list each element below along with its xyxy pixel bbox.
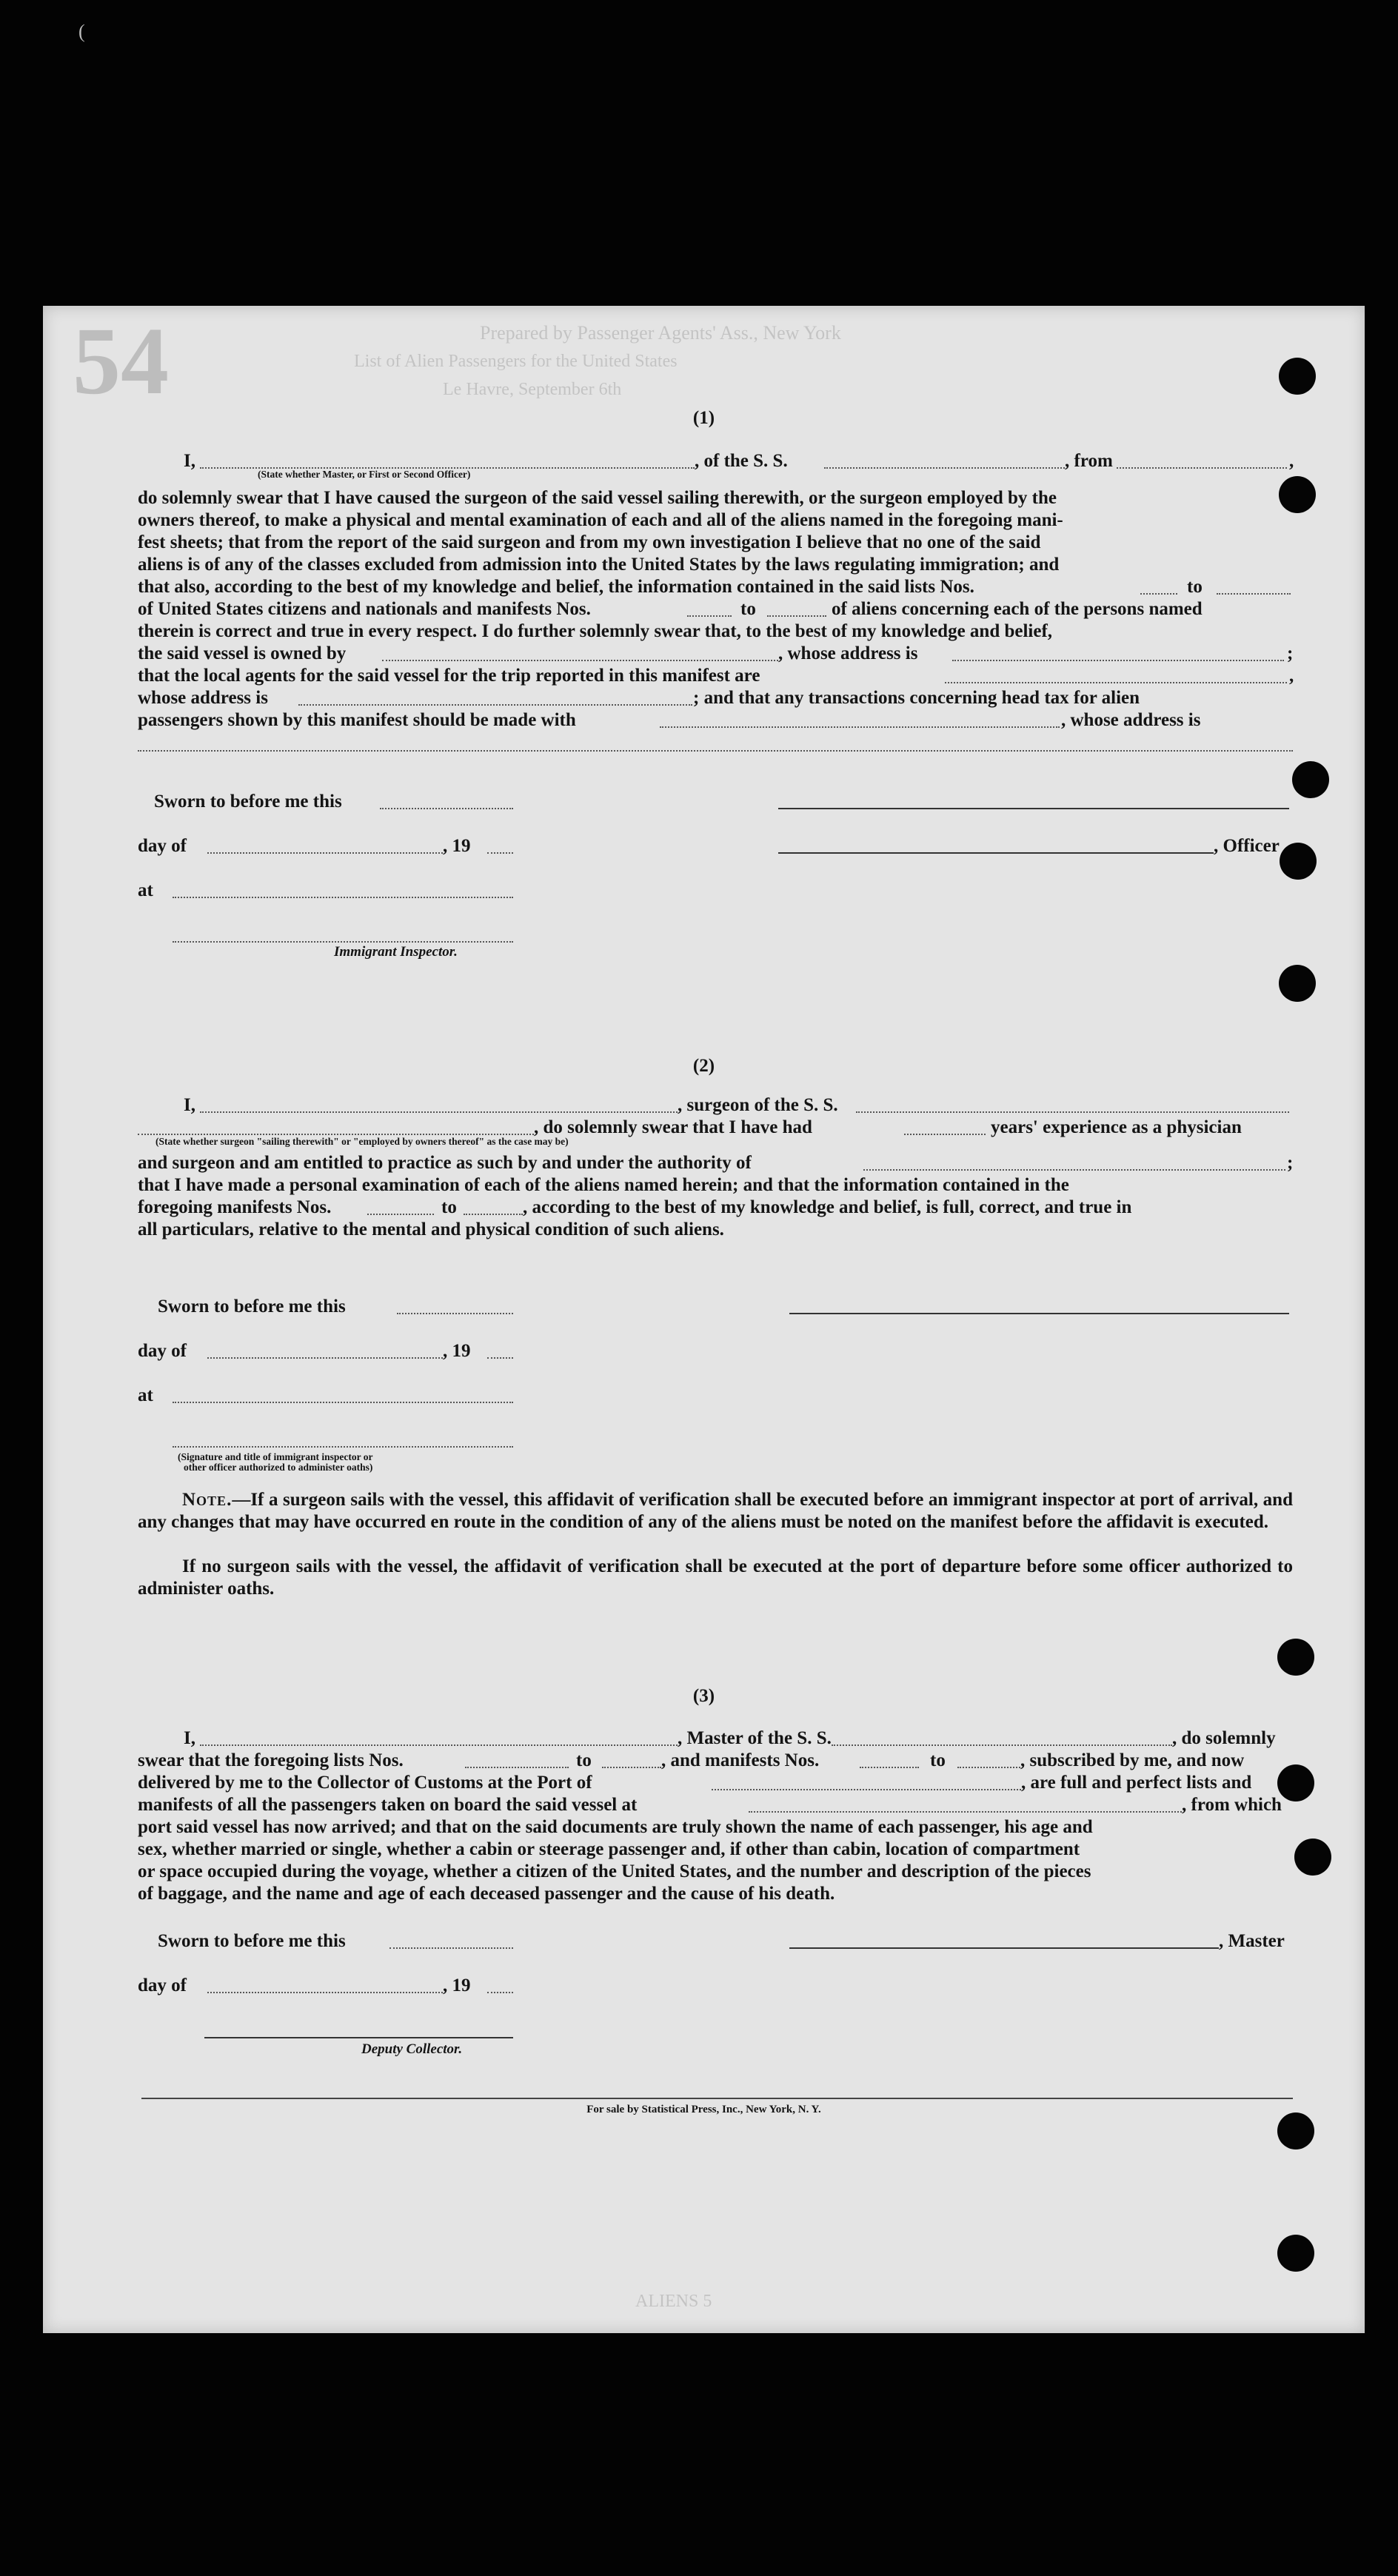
footer-rule [141, 2098, 1293, 2099]
s2-year: , 19 [443, 1341, 471, 1361]
s1-tax-address: , whose address is [1061, 710, 1201, 730]
s3-master-of: , Master of the S. S. [678, 1728, 832, 1748]
s1-of-aliens: of aliens concerning each of the persons named [832, 599, 1203, 619]
punch-hole [1277, 1764, 1314, 1801]
section-1-number: (1) [692, 408, 715, 428]
s2-years: years' experience as a physician [991, 1117, 1242, 1137]
s1-at: at [138, 880, 153, 900]
s1-lists-from-blank [1140, 593, 1177, 595]
s1-from-blank [1117, 467, 1287, 469]
s1-owned-by: the said vessel is owned by [138, 643, 347, 663]
s1-caption: (State whether Master, or First or Second Officer) [258, 469, 471, 480]
ghost-header-line-2: List of Alien Passengers for the United States [354, 352, 678, 371]
s2-sworn-blank [397, 1313, 513, 1314]
ghost-header-line-1: Prepared by Passenger Agents' Ass., New York [480, 322, 841, 344]
section-2-number: (2) [692, 1056, 715, 1076]
s3-manifests-to: to [930, 1750, 946, 1770]
s2-signature-caption-2: other officer authorized to administer oaths) [184, 1462, 373, 1473]
s1-para-line: owners thereof, to make a physical and mental examination of each and all of the aliens named in the foregoing mani- [138, 510, 1063, 530]
s1-immigrant-inspector: Immigrant Inspector. [334, 944, 458, 960]
s3-sworn: Sworn to before me this [158, 1931, 346, 1951]
s1-head-tax: ; and that any transactions concerning head tax for alien [693, 688, 1140, 708]
s3-year: , 19 [443, 1976, 471, 1995]
s2-i: I, [184, 1095, 195, 1115]
ghost-page-number: 54 [73, 308, 169, 415]
s3-master-line [789, 1947, 1219, 1949]
s3-i: I, [184, 1728, 195, 1748]
punch-hole [1279, 358, 1316, 395]
s2-at-blank [173, 1402, 513, 1403]
s1-day-blank [207, 852, 443, 854]
s3-day-of: day of [138, 1976, 187, 1995]
s2-authority-end: ; [1287, 1153, 1294, 1173]
s2-year-blank [487, 1357, 513, 1359]
s2-inspector-line [173, 1446, 513, 1448]
punch-hole [1280, 843, 1317, 880]
s1-of-ss: , of the S. S. [695, 451, 788, 471]
s3-day-blank [207, 1992, 443, 1993]
manifest-affidavit-page [43, 306, 1365, 2333]
s3-delivered: delivered by me to the Collector of Customs at the Port of [138, 1773, 592, 1793]
s1-agents: that the local agents for the said vessel for the trip reported in this manifest are [138, 666, 760, 686]
note-paragraph-1 [138, 1489, 1293, 1533]
s3-line1-end: , do solemnly [1172, 1728, 1276, 1748]
s1-line-correct: therein is correct and true in every respect. I do further solemnly swear that, to the best of my knowledge and belief, [138, 621, 1053, 641]
s1-tax-address-blank [138, 750, 1293, 752]
s2-manifests-to: to [441, 1197, 457, 1217]
s1-officer: , Officer [1214, 836, 1280, 856]
s2-type-blank [138, 1134, 534, 1135]
s2-ship-blank [856, 1111, 1289, 1113]
s1-para-line: fest sheets; that from the report of the said surgeon and from my own investigation I believe that no one of the said [138, 532, 1041, 552]
s1-agents-blank [945, 682, 1287, 683]
s1-lists-to: to [1187, 577, 1203, 597]
s2-manifests-to-blank [464, 1214, 523, 1215]
note-paragraph-2 [138, 1556, 1293, 1600]
s3-manifests-to-blank [957, 1767, 1020, 1768]
s3-taken-on-board: manifests of all the passengers taken on board the said vessel at [138, 1795, 638, 1815]
punch-hole [1279, 965, 1316, 1002]
punch-hole [1292, 761, 1329, 798]
s1-sworn-blank [380, 808, 513, 809]
ghost-header-line-3: Le Havre, September 6th [443, 380, 622, 399]
s1-manifests-to-blank [767, 615, 826, 617]
s2-name-blank [200, 1111, 678, 1113]
punch-hole [1294, 1839, 1331, 1876]
punch-hole [1277, 2235, 1314, 2272]
s1-day-of: day of [138, 836, 187, 856]
s2-swear: , do solemnly swear that I have had [534, 1117, 812, 1137]
s3-para-line: sex, whether married or single, whether a cabin or steerage passenger and, if other than cabin, location of compartment [138, 1839, 1080, 1859]
s1-manifests-from-blank [687, 615, 732, 617]
s2-years-blank [904, 1134, 986, 1135]
s1-inspector-line [173, 941, 513, 943]
s1-at-blank [173, 897, 513, 898]
s3-para-line: port said vessel has now arrived; and that on the said documents are truly shown the name of each passenger, his age and [138, 1817, 1093, 1837]
s3-master: , Master [1219, 1931, 1285, 1951]
s3-perfect-lists: , are full and perfect lists and [1021, 1773, 1252, 1793]
s2-caption: (State whether surgeon "sailing therewith" or "employed by owners thereof" as the case may be) [155, 1136, 569, 1147]
s1-owner-address-blank [952, 660, 1284, 661]
s3-port-blank [712, 1789, 1021, 1790]
s2-day-blank [207, 1357, 443, 1359]
note-label: Note. [182, 1490, 233, 1510]
s1-officer-line [778, 852, 1214, 854]
s3-lists-to-blank [602, 1767, 661, 1768]
s1-ship-blank [824, 467, 1065, 469]
s3-year-blank [487, 1992, 513, 1993]
s1-line1-end: , [1289, 451, 1294, 471]
s3-manifests: , and manifests Nos. [661, 1750, 820, 1770]
s3-lists-to: to [576, 1750, 592, 1770]
s3-para-line: or space occupied during the voyage, whether a citizen of the United States, and the number and description of the pieces [138, 1861, 1091, 1881]
s2-day-of: day of [138, 1341, 187, 1361]
s1-from: , from [1065, 451, 1113, 471]
s3-lists-from-blank [465, 1767, 569, 1768]
s2-signature-line [789, 1313, 1289, 1314]
s1-para-line: do solemnly swear that I have caused the surgeon of the said vessel sailing therewith, or the surgeon employed by the [138, 488, 1057, 508]
s1-owner-end: ; [1287, 643, 1294, 663]
s2-particulars: all particulars, relative to the mental and physical condition of such aliens. [138, 1220, 724, 1240]
s1-lists-to-blank [1217, 593, 1291, 595]
s3-deputy-collector: Deputy Collector. [361, 2041, 463, 2057]
s2-at: at [138, 1385, 153, 1405]
s3-para-line: of baggage, and the name and age of each deceased passenger and the cause of his death. [138, 1884, 835, 1904]
s3-ship-blank [832, 1744, 1172, 1746]
s3-manifests-from-blank [860, 1767, 919, 1768]
s2-surgeon-of: , surgeon of the S. S. [678, 1095, 838, 1115]
s1-passengers: passengers shown by this manifest should be made with [138, 710, 576, 730]
punch-hole [1277, 1639, 1314, 1676]
s2-manifests-from-blank [367, 1214, 434, 1215]
footer-imprint: For sale by Statistical Press, Inc., New York, N. Y. [586, 2104, 821, 2115]
s1-agent-address-blank [298, 704, 692, 706]
s2-knowledge: , according to the best of my knowledge and belief, is full, correct, and true in [523, 1197, 1132, 1217]
s1-signature-line [778, 808, 1289, 809]
s3-collector-line [204, 2037, 513, 2038]
s1-paragraph [138, 487, 1293, 576]
ghost-stamp-bottom: ALIENS 5 [635, 2292, 712, 2311]
s1-tax-agent-blank [660, 726, 1060, 728]
punch-hole [1277, 2112, 1314, 2150]
note-text-1: —If a surgeon sails with the vessel, this affidavit of verification shall be executed before an immigrant inspector at port of arrival, and any changes that may have occurred en route in the condition of any of the aliens must be noted on the manifest before the affidavit is executed. [138, 1490, 1293, 1532]
s3-name-blank [200, 1744, 678, 1746]
note-text-2: If no surgeon sails with the vessel, the affidavit of verification shall be executed at the port of departure before some officer authorized to administer oaths. [138, 1556, 1293, 1599]
s2-authority-blank [863, 1169, 1285, 1171]
s1-year: , 19 [443, 836, 471, 856]
section-3-number: (3) [692, 1686, 715, 1706]
s1-i: I, [184, 451, 195, 471]
s3-departure-blank [749, 1811, 1182, 1813]
s1-owner-address: , whose address is [778, 643, 918, 663]
s1-line-lists: that also, according to the best of my knowledge and belief, the information contained in the said lists Nos. [138, 577, 974, 597]
s3-lists: swear that the foregoing lists Nos. [138, 1750, 404, 1770]
s1-year-blank [487, 852, 513, 854]
s1-agents-end: , [1289, 666, 1294, 686]
s2-signature-caption-1: (Signature and title of immigrant inspector or [178, 1451, 373, 1462]
s3-subscribed: , subscribed by me, and now [1020, 1750, 1245, 1770]
s3-sworn-blank [389, 1947, 513, 1949]
s1-sworn: Sworn to before me this [154, 792, 342, 812]
s2-sworn: Sworn to before me this [158, 1297, 346, 1317]
margin-mark: ( [78, 21, 85, 42]
s2-manifests: foregoing manifests Nos. [138, 1197, 332, 1217]
s3-paragraph [138, 1816, 1293, 1905]
s1-line-manifests: of United States citizens and nationals and manifests Nos. [138, 599, 591, 619]
s1-para-line: aliens is of any of the classes excluded from admission into the United States by the laws regulating immigration; and [138, 555, 1060, 575]
s3-from-which: , from which [1182, 1795, 1282, 1815]
s1-agent-address: whose address is [138, 688, 268, 708]
s2-examination: that I have made a personal examination of each of the aliens named herein; and that the information contained in the [138, 1175, 1069, 1195]
s1-owner-blank [382, 660, 778, 661]
s2-authority: and surgeon and am entitled to practice as such by and under the authority of [138, 1153, 752, 1173]
s1-manifests-to: to [740, 599, 756, 619]
